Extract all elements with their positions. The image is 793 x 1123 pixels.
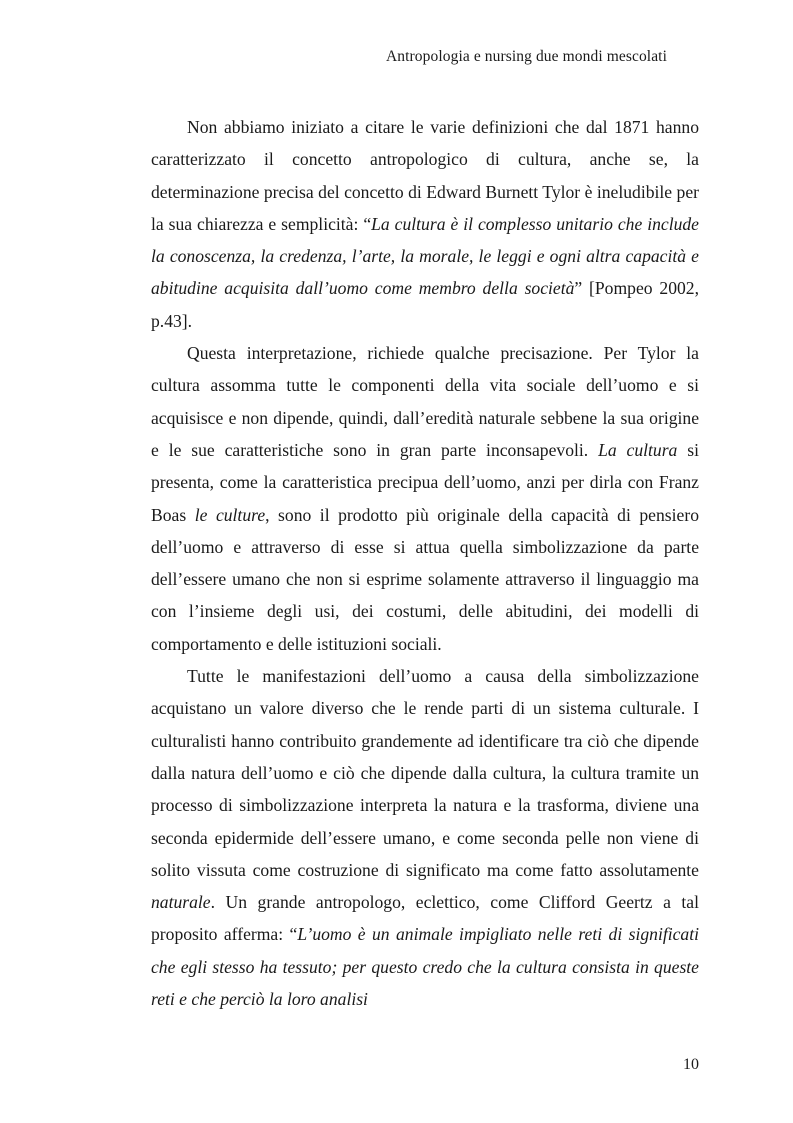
paragraph-1 [151,111,699,337]
italic-quote-geertz: L’uomo è un animale impigliato nelle reti di significati che egli stesso ha tessuto; per questo credo che la cultura consista in queste reti e che perciò la loro analisi [151,924,699,1010]
text-run: ” [Pompeo 2002, p.43]. [151,278,699,331]
text-run: si presenta, come la caratteristica precipua dell’uomo, anzi per dirla con Franz Boas [151,439,699,525]
italic-term: La cultura [598,439,678,460]
paragraph-3 [151,660,699,1015]
italic-term: le culture [194,504,266,525]
text-run: . Un grande antropologo, eclettico, come Clifford Geertz a tal proposito afferma: “ [151,892,699,945]
text-run: Tutte le manifestazioni dell’uomo a causa della simbolizzazione acquistano un valore diverso che le rende parti di un sistema culturale. I culturalisti hanno contribuito grandemente ad identificare tra ciò che dipende dalla natura dell’uomo e ciò che dipende dalla cultura, la cultura tramite un processo di simbolizzazione interpreta la natura e la trasforma, diviene una seconda epidermide dell’essere umano, e come seconda pelle non viene di solito vissuta come costruzione di significato ma come fatto assolutamente [151,666,699,880]
running-header: Antropologia e nursing due mondi mescolati [386,48,667,65]
page-number: 10 [683,1056,699,1073]
italic-quote-tylor: La cultura è il complesso unitario che include la conoscenza, la credenza, l’arte, la morale, le leggi e ogni altra capacità e abitudine acquisita dall’uomo come membro della società [151,213,699,299]
body-text [151,111,699,1015]
italic-term: naturale [151,892,211,913]
text-run: , sono il prodotto più originale della capacità di pensiero dell’uomo e attraverso di esse si attua quella simbolizzazione da parte dell’essere umano che non si esprime solamente attraverso il linguaggio ma con l’insieme degli usi, dei costumi, delle abitudini, dei modelli di comportamento e delle istituzioni sociali. [151,504,699,654]
paragraph-2 [151,337,699,660]
text-run: Non abbiamo iniziato a citare le varie definizioni che dal 1871 hanno caratterizzato il concetto antropologico di cultura, anche se, la determinazione precisa del concetto di Edward Burnett Tylor è ineludibile per la sua chiarezza e semplicità: “ [151,117,699,234]
text-run: Questa interpretazione, richiede qualche precisazione. Per Tylor la cultura assomma tutte le componenti della vita sociale dell’uomo e si acquisisce e non dipende, quindi, dall’eredità naturale sebbene la sua origine e le sue caratteristiche sono in gran parte inconsapevoli. [151,343,699,460]
